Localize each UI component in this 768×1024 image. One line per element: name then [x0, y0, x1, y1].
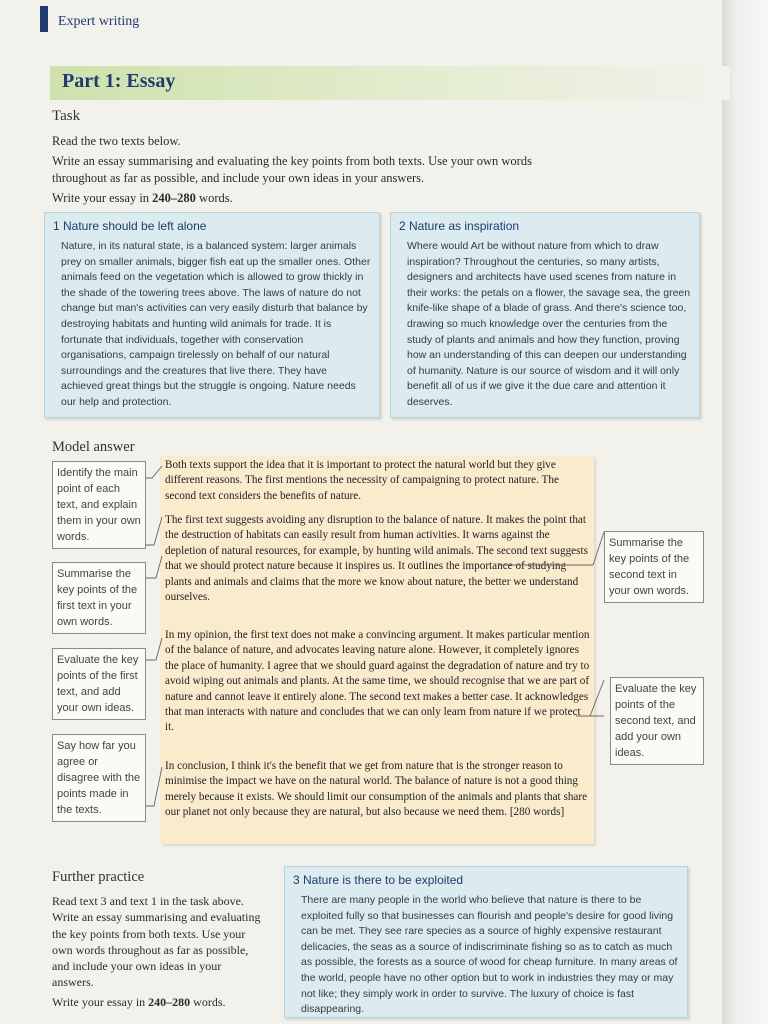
further-practice-heading: Further practice [52, 869, 145, 885]
source-text-2-body: Where would Art be without nature from which to draw inspiration? Throughout the centuries, so many artists, designers and architects have used scenes from nature in their works: the petals on a flower, the savage sea, the green knife-like shape of a blade of grass. And there's science too, drawing so much knowledge over the centuries from the study of plants and animals and how they function, proving how an understanding of this can deepen our understanding of humanity. Nature is our source of wisdom and it will only benefit all of us if we give it the due care and attention it deserves. [407, 240, 691, 408]
page-title: Part 1: Essay [62, 70, 176, 92]
section-label: Expert writing [58, 14, 140, 29]
further-word-range: 240–280 [148, 994, 191, 1009]
task-line-1: Read the two texts below. [52, 134, 181, 148]
source-text-3-title: 3 Nature is there to be exploited [293, 873, 464, 887]
model-paragraph-4: In conclusion, I think it's the benefit that we get from nature that is the stronger reason to minimise the impact we have on the natural world. The balance of nature is not a good thing merely because it exists. We should limit our consumption of the animals and plants that share our planet not only because they are natural, but also because we need them. [280 words] [165, 760, 588, 819]
task-line-3-prefix: Write your essay in [52, 191, 153, 205]
further-prefix: Write your essay in [52, 994, 149, 1009]
source-text-3 [284, 866, 688, 1018]
model-paragraph-3: In my opinion, the first text does not make a convincing argument. It makes particular mention of the balance of nature, and advocates leaving nature alone. However, it completely ignores the place of humanity. I agree that we should guard against the degradation of nature and try to avoid wiping out animals and plants. At the same time, we should recognise that we are part of nature and cannot leave it entirely alone. The second text makes a better case. It acknowledges that man interacts with nature and concludes that we can only learn from nature if we protect it. [165, 629, 590, 734]
further-practice-word-count [52, 994, 264, 1010]
model-paragraph-1: Both texts support the idea that it is important to protect the natural world but they give different reasons. The first mentions the necessity of campaigning to protect nature. The second text considers the benefits of nature. [165, 459, 559, 502]
source-text-1-title: 1 Nature should be left alone [53, 219, 207, 233]
annotation-summarise-second: Summarise the key points of the second text in your own words. [604, 531, 704, 603]
word-count-range: 240–280 [152, 191, 196, 205]
task-line-3-suffix: words. [195, 191, 233, 205]
source-text-2 [390, 212, 700, 418]
page-edge-shadow [722, 0, 768, 1024]
further-suffix: words. [190, 994, 226, 1009]
model-answer-heading: Model answer [52, 439, 135, 455]
task-heading: Task [52, 108, 81, 124]
task-line-2: Write an essay summarising and evaluating the key points from both texts. Use your own words throughout as far as possible, and include your own ideas in your answers. [52, 154, 532, 185]
annotation-identify: Identify the main point of each text, and explain them in your own words. [52, 461, 146, 549]
annotation-agree-disagree: Say how far you agree or disagree with the points made in the texts. [52, 734, 146, 822]
further-practice-text: Read text 3 and text 1 in the task above. Write an essay summarising and evaluating the key points from both texts. Use your own words throughout as far as possible, and include your own ideas in your answers. [52, 894, 261, 990]
header-marker [40, 6, 48, 32]
connector-summarise-second-bracket [593, 532, 604, 565]
task-instructions [52, 133, 572, 210]
source-text-2-title: 2 Nature as inspiration [399, 219, 520, 233]
source-text-1 [44, 212, 380, 418]
further-practice-instructions [52, 893, 264, 1013]
annotation-evaluate-second: Evaluate the key points of the second text, and add your own ideas. [610, 677, 704, 765]
model-paragraph-2: The first text suggests avoiding any disruption to the balance of nature. It makes the point that the destruction of habitats can easily result from human activities. It warns against the depletion of natural resources, for example, by hunting wild animals. The second text suggests that we should protect nature because it inspires us. It outlines the importance of studying plants and animals and claims that the more we know about nature, the better we understand ourselves. [165, 514, 588, 604]
task-line-3 [52, 190, 572, 207]
source-text-3-body: There are many people in the world who believe that nature is there to be exploited fully so that businesses can flourish and people's desire for good living can be met. They see rare species as a source of highly expensive restaurant delicacies, the seas as a source of indiscriminate fishing so as to catch as much as possible, the forests as a source of wood for cheap furniture. In many areas of the world, people have no other option but to work in industries they may or may not like; they simply work in order to survive. The luxury of choice is fast disappearing. [301, 894, 678, 1016]
annotation-evaluate-first: Evaluate the key points of the first text, and add your own ideas. [52, 648, 146, 720]
annotation-summarise-first: Summarise the key points of the first text in your own words. [52, 562, 146, 634]
source-text-1-body: Nature, in its natural state, is a balanced system: larger animals prey on smaller animals, bigger fish eat up the smaller ones. Other animals feed on the vegetation which is allowed to grow thickly in the shade of the towering trees above. The laws of nature do not change but man's activities can very easily disturb that balance by destroying habitats and hunting wild animals for trade. It is fortunate that individuals, together with conservation organisations, campaign tirelessly on behalf of our natural surroundings and the creatures that live there. They have achieved great things but the struggle is ongoing. Nature needs our help and protection. [61, 240, 371, 408]
